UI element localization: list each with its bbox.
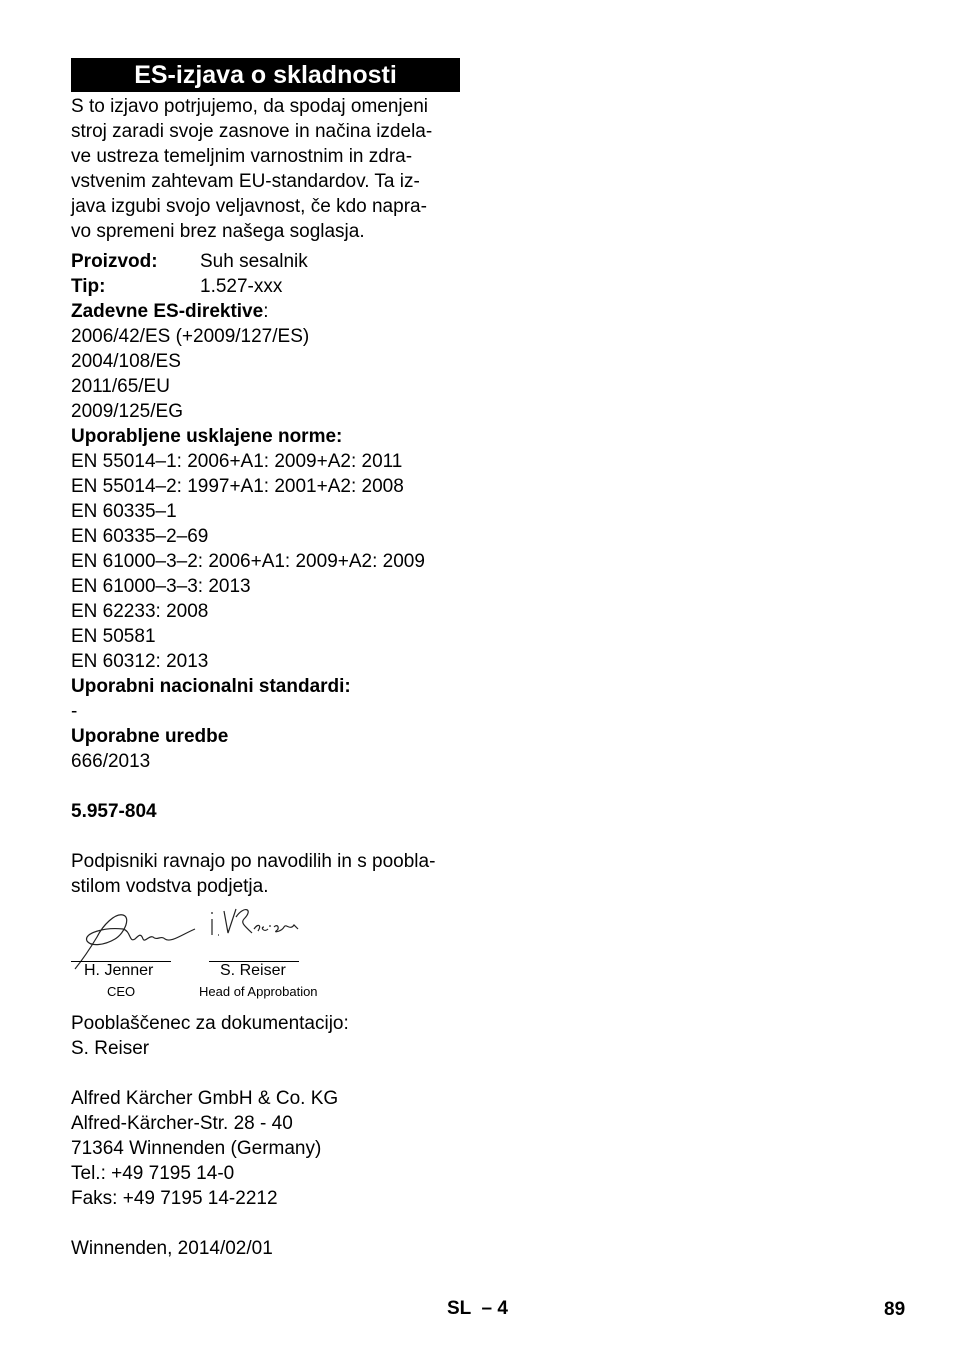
- signature-reiser: [206, 899, 306, 959]
- product-label: Proizvod:: [71, 251, 158, 272]
- intro-line: java izgubi svojo veljavnost, če kdo napra-: [71, 196, 427, 217]
- national-standards-value: -: [71, 701, 78, 722]
- norm-item: EN 60312: 2013: [71, 651, 209, 672]
- address-line: Alfred Kärcher GmbH & Co. KG: [71, 1088, 339, 1109]
- place-date: Winnenden, 2014/02/01: [71, 1238, 273, 1259]
- type-label: Tip:: [71, 276, 106, 297]
- product-row: [71, 249, 466, 274]
- norm-item: EN 60335–2–69: [71, 526, 209, 547]
- intro-paragraph: [71, 94, 466, 244]
- signer-role: CEO: [107, 984, 136, 999]
- type-value: 1.527-xxx: [200, 276, 283, 297]
- intro-line: vstvenim zahtevam EU-standardov. Ta iz-: [71, 171, 420, 192]
- norm-item: EN 55014–2: 1997+A1: 2001+A2: 2008: [71, 476, 404, 497]
- national-standards-heading: Uporabni nacionalni standardi:: [71, 676, 351, 697]
- norm-item: EN 60335–1: [71, 501, 177, 522]
- documentation-name: S. Reiser: [71, 1038, 150, 1059]
- directive-item: 2006/42/ES (+2009/127/ES): [71, 326, 310, 347]
- directive-item: 2004/108/ES: [71, 351, 181, 372]
- declaration-body: [71, 94, 466, 1261]
- page-number: 89: [884, 1299, 906, 1320]
- address-line: Alfred-Kärcher-Str. 28 - 40: [71, 1113, 293, 1134]
- signers-text-line: Podpisniki ravnajo po navodilih in s poobla-: [71, 851, 436, 872]
- regulations-heading: Uporabne uredbe: [71, 726, 229, 747]
- address-line: Tel.: +49 7195 14-0: [71, 1163, 235, 1184]
- norm-item: EN 61000–3–3: 2013: [71, 576, 251, 597]
- intro-line: stroj zaradi svoje zasnove in načina izdela-: [71, 121, 433, 142]
- directives-heading-colon: :: [263, 301, 269, 322]
- norm-item: EN 50581: [71, 626, 156, 647]
- directive-item: 2011/65/EU: [71, 376, 170, 397]
- directives-heading: [71, 299, 466, 324]
- norm-item: EN 55014–1: 2006+A1: 2009+A2: 2011: [71, 451, 403, 472]
- document-number: 5.957-804: [71, 801, 157, 822]
- footer-section: SL – 4: [447, 1298, 508, 1319]
- regulations-value: 666/2013: [71, 751, 151, 772]
- address-line: Faks: +49 7195 14-2212: [71, 1188, 278, 1209]
- norm-item: EN 61000–3–2: 2006+A1: 2009+A2: 2009: [71, 551, 425, 572]
- signer-name: H. Jenner: [84, 962, 154, 979]
- directives-heading-text: Zadevne ES-direktive: [71, 301, 264, 322]
- signer-name: S. Reiser: [220, 962, 286, 979]
- signers-text-line: stilom vodstva podjetja.: [71, 876, 269, 897]
- address-line: 71364 Winnenden (Germany): [71, 1138, 322, 1159]
- signer-role: Head of Approbation: [199, 984, 318, 999]
- norm-item: EN 62233: 2008: [71, 601, 209, 622]
- page-title: ES-izjava o skladnosti: [71, 58, 460, 92]
- norms-heading: Uporabljene usklajene norme:: [71, 426, 343, 447]
- directive-item: 2009/125/EG: [71, 401, 183, 422]
- documentation-label: Pooblaščenec za dokumentacijo:: [71, 1013, 349, 1034]
- intro-line: S to izjavo potrjujemo, da spodaj omenjeni: [71, 96, 428, 117]
- intro-line: vo spremeni brez našega soglasja.: [71, 221, 365, 242]
- intro-line: ve ustreza temeljnim varnostnim in zdra-: [71, 146, 413, 167]
- type-row: [71, 274, 466, 299]
- signature-block: [71, 899, 466, 1011]
- product-value: Suh sesalnik: [200, 251, 308, 272]
